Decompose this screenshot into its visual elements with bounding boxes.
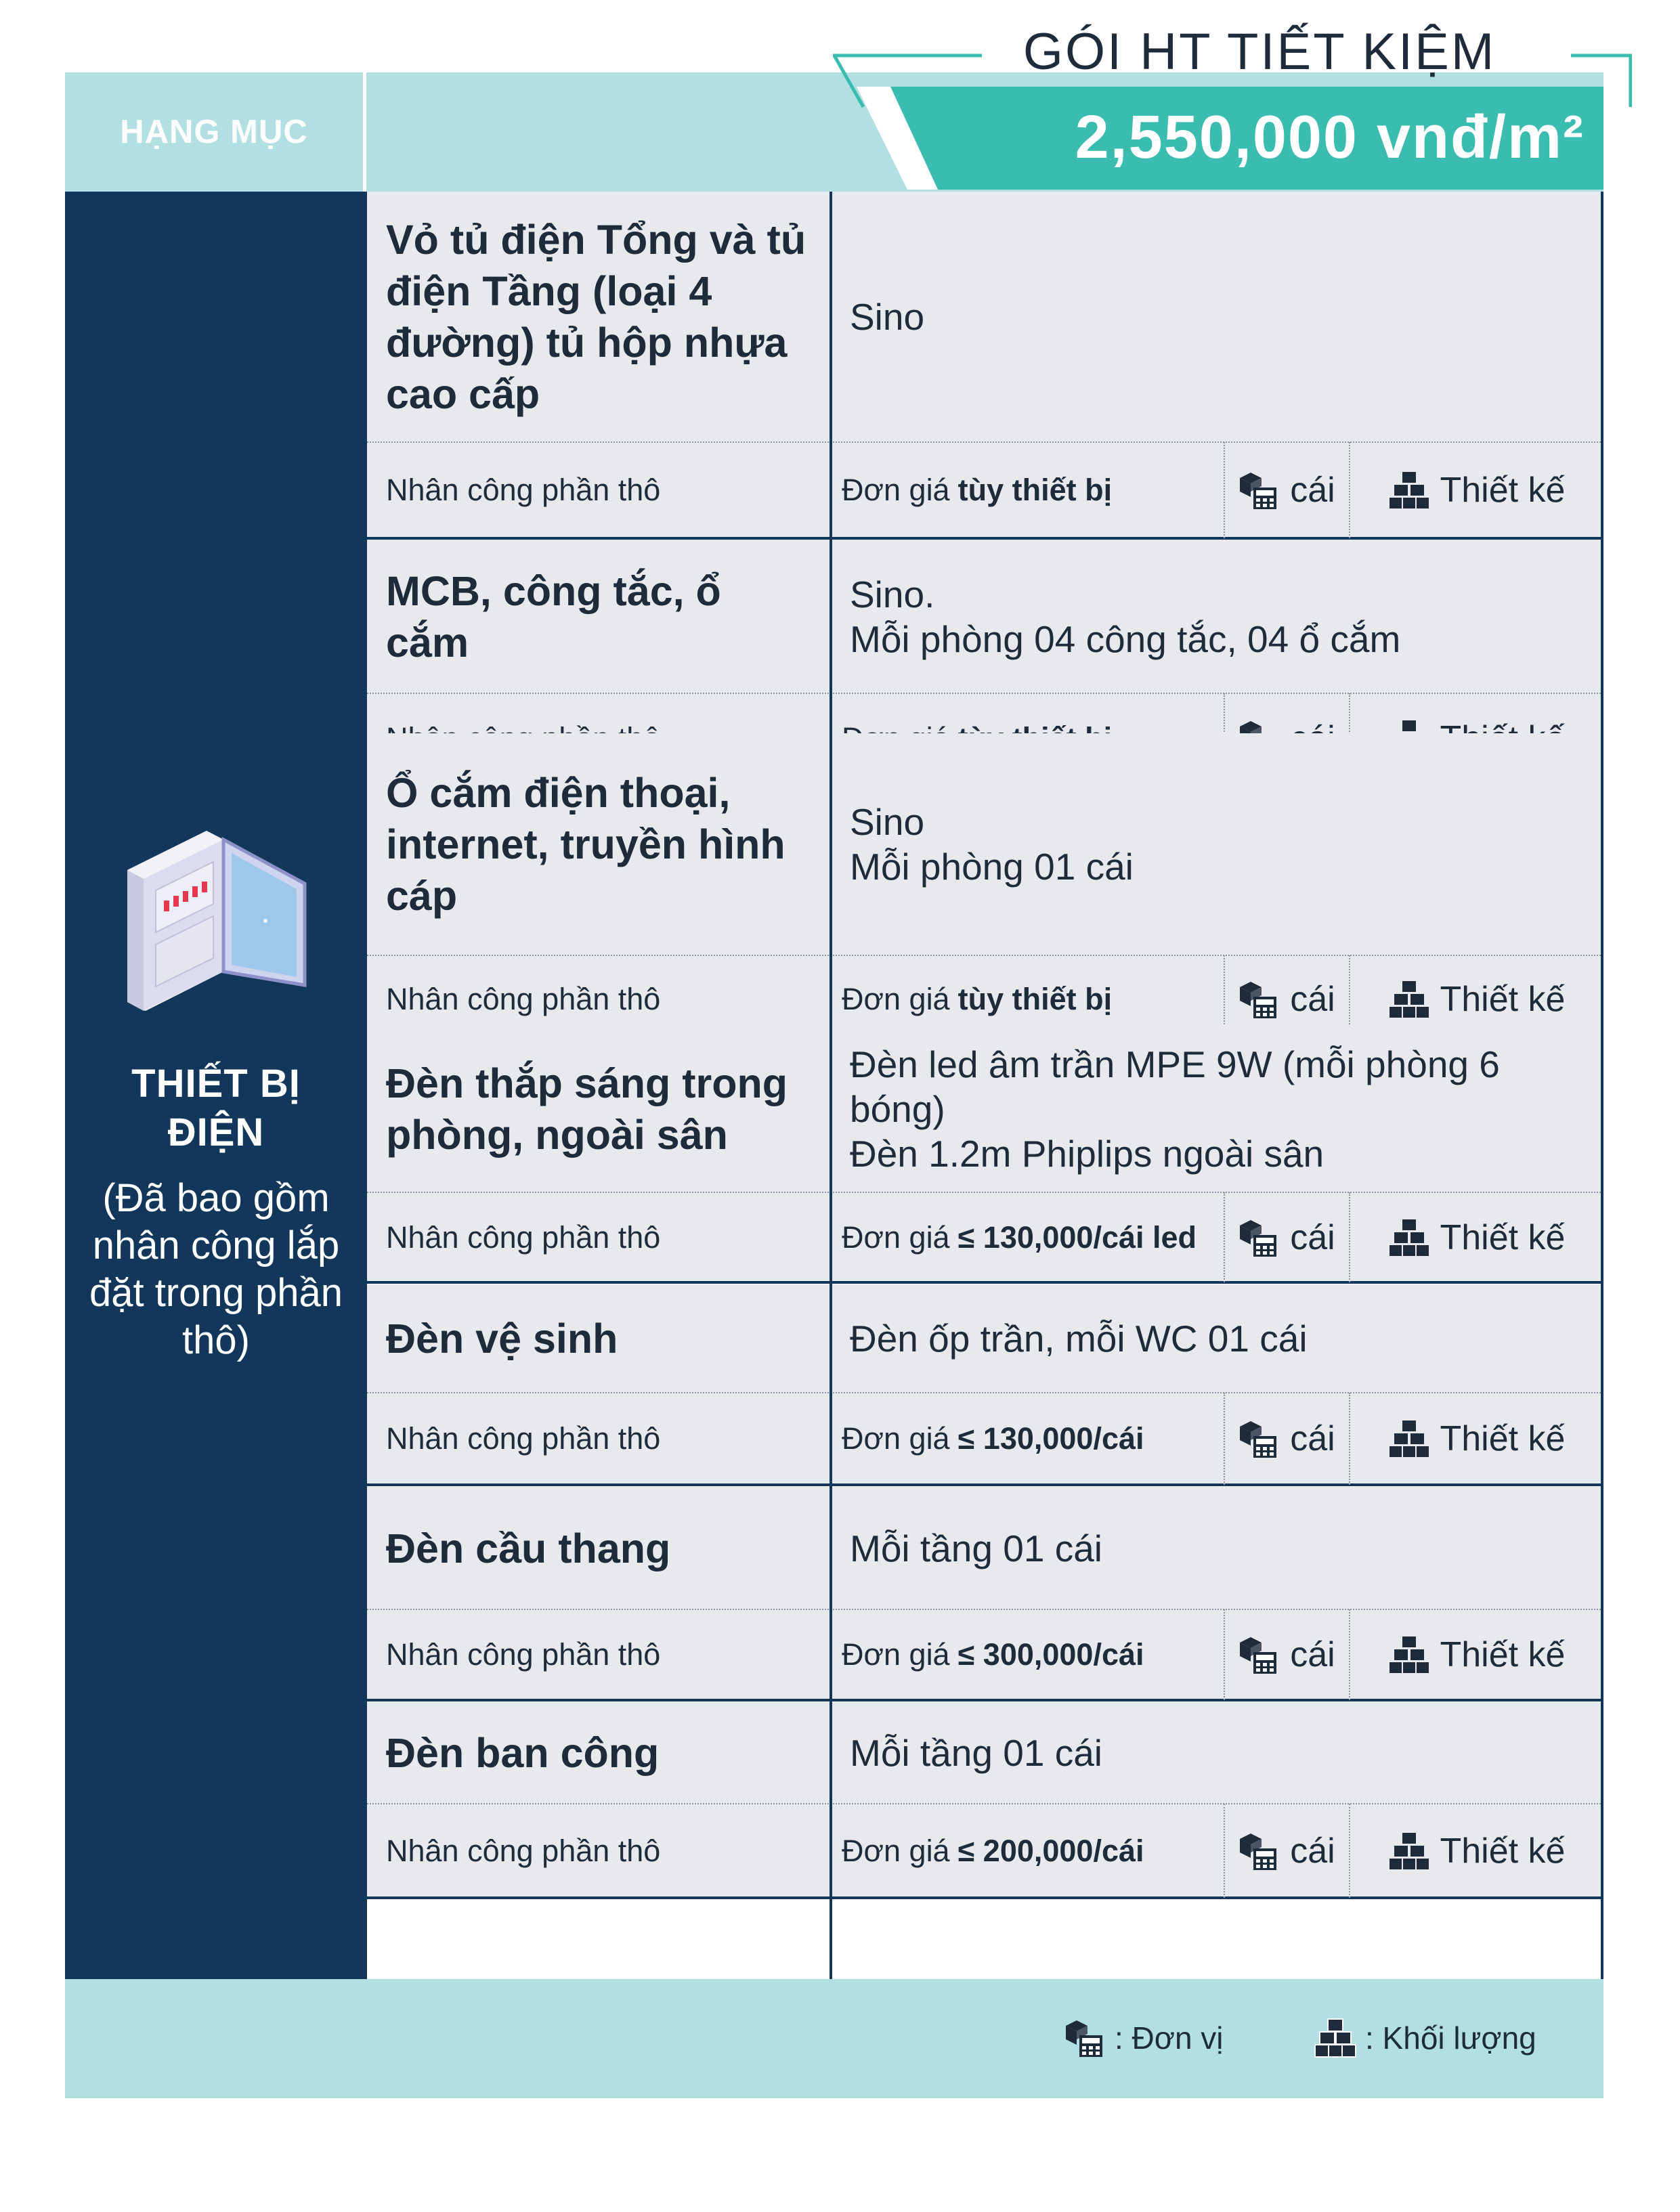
labor-label: Nhân công phần thô	[367, 1192, 831, 1282]
col-separator-dotted	[1224, 442, 1225, 538]
item-description-lines	[850, 1731, 1102, 1775]
unit-price-value: tùy thiết bị	[957, 473, 1113, 507]
row-separator-dotted	[367, 1192, 1603, 1193]
unit-cell	[1224, 1192, 1349, 1282]
item-description	[831, 1702, 1603, 1804]
item-description-lines	[850, 800, 1134, 889]
unit-price	[831, 1393, 1224, 1485]
quantity-value: Thiết kế	[1440, 1217, 1566, 1257]
unit-price	[831, 1804, 1224, 1898]
item-name: Đèn ban công	[367, 1702, 831, 1804]
unit-icon	[1063, 2016, 1106, 2060]
boxes-icon	[1387, 1417, 1431, 1460]
quantity-cell	[1349, 1609, 1603, 1700]
row-separator	[367, 1281, 1603, 1284]
boxes-icon	[1314, 2016, 1357, 2060]
quantity-cell	[1349, 1192, 1603, 1282]
items-table	[367, 192, 1603, 1979]
quantity-cell	[1349, 1393, 1603, 1485]
unit-cell	[1224, 1393, 1349, 1485]
row-separator-dotted	[367, 441, 1603, 443]
row-separator-dotted	[367, 1609, 1603, 1610]
item-name: Vỏ tủ điện Tổng và tủ điện Tầng (loại 4 đường) tủ hộp nhựa cao cấp	[367, 192, 831, 442]
unit-price-prefix: Đơn giá	[842, 1637, 950, 1672]
item-name: MCB, công tắc, ổ cắm	[367, 540, 831, 693]
quantity-value: Thiết kế	[1440, 1635, 1566, 1674]
unit-price	[831, 442, 1224, 538]
unit-price-value: tùy thiết bị	[957, 982, 1113, 1016]
item-description-lines	[850, 1526, 1102, 1571]
unit-price-value: ≤ 200,000/cái	[957, 1833, 1144, 1868]
category-title	[65, 1060, 367, 1157]
quantity-value: Thiết kế	[1440, 471, 1566, 510]
labor-label: Nhân công phần thô	[367, 1804, 831, 1898]
item-description-line: Mỗi tầng 01 cái	[850, 1527, 1102, 1569]
unit-price	[831, 1609, 1224, 1700]
unit-value: cái	[1290, 471, 1335, 510]
unit-icon	[1237, 1633, 1280, 1676]
item-name: Đèn cầu thang	[367, 1487, 831, 1609]
item-description-lines	[850, 1042, 1585, 1176]
category-title-line1: THIẾT BỊ	[131, 1062, 301, 1106]
item-description	[831, 540, 1603, 693]
unit-value: cái	[1290, 1419, 1335, 1458]
col-separator-main	[830, 192, 832, 1979]
boxes-icon	[1387, 1829, 1431, 1873]
unit-icon	[1237, 1417, 1280, 1460]
unit-price-prefix: Đơn giá	[842, 1219, 950, 1255]
col-separator-dotted	[1224, 1393, 1225, 1485]
item-description-line: Đèn ốp trần, mỗi WC 01 cái	[850, 1318, 1308, 1360]
item-description-line: Mỗi phòng 01 cái	[850, 846, 1134, 888]
item-description-line: Sino.	[850, 573, 935, 615]
labor-label: Nhân công phần thô	[367, 442, 831, 538]
item-name: Đèn vệ sinh	[367, 1284, 831, 1393]
col-separator-dotted	[1349, 1609, 1350, 1700]
legend-qty-label: : Khối lượng	[1365, 2020, 1536, 2056]
unit-price-value: ≤ 130,000/cái led	[957, 1219, 1197, 1255]
boxes-icon	[1387, 1633, 1431, 1676]
row-separator	[367, 1699, 1603, 1701]
unit-cell	[1224, 1609, 1349, 1700]
quantity-value: Thiết kế	[1440, 1419, 1566, 1458]
item-description	[831, 733, 1603, 955]
item-description-lines	[850, 1316, 1308, 1361]
package-title: GÓI HT TIẾT KIỆM	[1022, 22, 1496, 81]
unit-price	[831, 1192, 1224, 1282]
item-description-line: Sino	[850, 801, 925, 843]
col-separator-dotted	[1349, 1393, 1350, 1485]
item-description-lines	[850, 572, 1400, 662]
header-divider	[363, 72, 366, 192]
labor-label: Nhân công phần thô	[367, 1393, 831, 1485]
unit-value: cái	[1290, 1217, 1335, 1257]
item-description	[831, 1284, 1603, 1393]
legend-unit-label: : Đơn vị	[1115, 2020, 1224, 2056]
legend-unit	[1063, 2004, 1224, 2072]
unit-price-prefix: Đơn giá	[842, 982, 950, 1016]
table-right-border	[1601, 192, 1603, 1979]
unit-value: cái	[1290, 1635, 1335, 1674]
unit-price-value: ≤ 130,000/cái	[957, 1421, 1144, 1456]
col-separator-dotted	[1349, 1192, 1350, 1282]
package-price: 2,550,000 vnđ/m²	[1075, 103, 1585, 171]
item-description-lines	[850, 295, 924, 339]
category-column-header: HẠNG MỤC	[120, 114, 308, 150]
electrical-cabinet-icon	[115, 829, 318, 1012]
row-separator-dotted	[367, 1392, 1603, 1393]
item-description-line: Đèn led âm trần MPE 9W (mỗi phòng 6 bóng)	[850, 1043, 1500, 1130]
col-separator-dotted	[1224, 1609, 1225, 1700]
item-description	[831, 192, 1603, 442]
category-title-line2: ĐIỆN	[167, 1110, 265, 1154]
row-separator	[367, 1896, 1603, 1899]
row-separator-dotted	[367, 693, 1603, 694]
col-separator-dotted	[1224, 1192, 1225, 1282]
item-description	[831, 1487, 1603, 1609]
unit-cell	[1224, 442, 1349, 538]
row-separator-dotted	[367, 955, 1603, 956]
unit-icon	[1237, 469, 1280, 512]
unit-price-prefix: Đơn giá	[842, 1833, 950, 1868]
quantity-cell	[1349, 1804, 1603, 1898]
labor-label: Nhân công phần thô	[367, 955, 831, 1043]
boxes-icon	[1387, 978, 1431, 1021]
row-separator	[367, 1483, 1603, 1486]
labor-label: Nhân công phần thô	[367, 1609, 831, 1700]
boxes-icon	[1387, 469, 1431, 512]
boxes-icon	[1387, 1216, 1431, 1259]
item-description-line: Đèn 1.2m Phiplips ngoài sân	[850, 1133, 1324, 1175]
item-description	[831, 1026, 1603, 1192]
unit-icon	[1237, 978, 1280, 1021]
quantity-value: Thiết kế	[1440, 980, 1566, 1019]
unit-cell	[1224, 1804, 1349, 1898]
unit-icon	[1237, 1216, 1280, 1259]
quantity-cell	[1349, 442, 1603, 538]
unit-price-value: ≤ 300,000/cái	[957, 1637, 1144, 1672]
item-description-line: Mỗi tầng 01 cái	[850, 1732, 1102, 1774]
unit-price-prefix: Đơn giá	[842, 473, 950, 507]
item-name: Đèn thắp sáng trong phòng, ngoài sân	[367, 1026, 831, 1192]
unit-icon	[1237, 1829, 1280, 1873]
item-description-line: Mỗi phòng 04 công tắc, 04 ổ cắm	[850, 617, 1401, 660]
col-separator-dotted	[1224, 1804, 1225, 1898]
col-separator-dotted	[1349, 442, 1350, 538]
unit-value: cái	[1290, 980, 1335, 1019]
legend-qty	[1314, 2004, 1536, 2072]
unit-price-prefix: Đơn giá	[842, 1421, 950, 1456]
category-subtitle: (Đã bao gồm nhân công lắp đặt trong phần thô)	[89, 1176, 343, 1362]
item-name: Ổ cắm điện thoại, internet, truyền hình cáp	[367, 733, 831, 955]
unit-value: cái	[1290, 1831, 1335, 1871]
item-description-line: Sino	[850, 296, 925, 338]
col-separator-dotted	[1349, 1804, 1350, 1898]
quantity-value: Thiết kế	[1440, 1831, 1566, 1871]
row-separator-dotted	[367, 1803, 1603, 1804]
